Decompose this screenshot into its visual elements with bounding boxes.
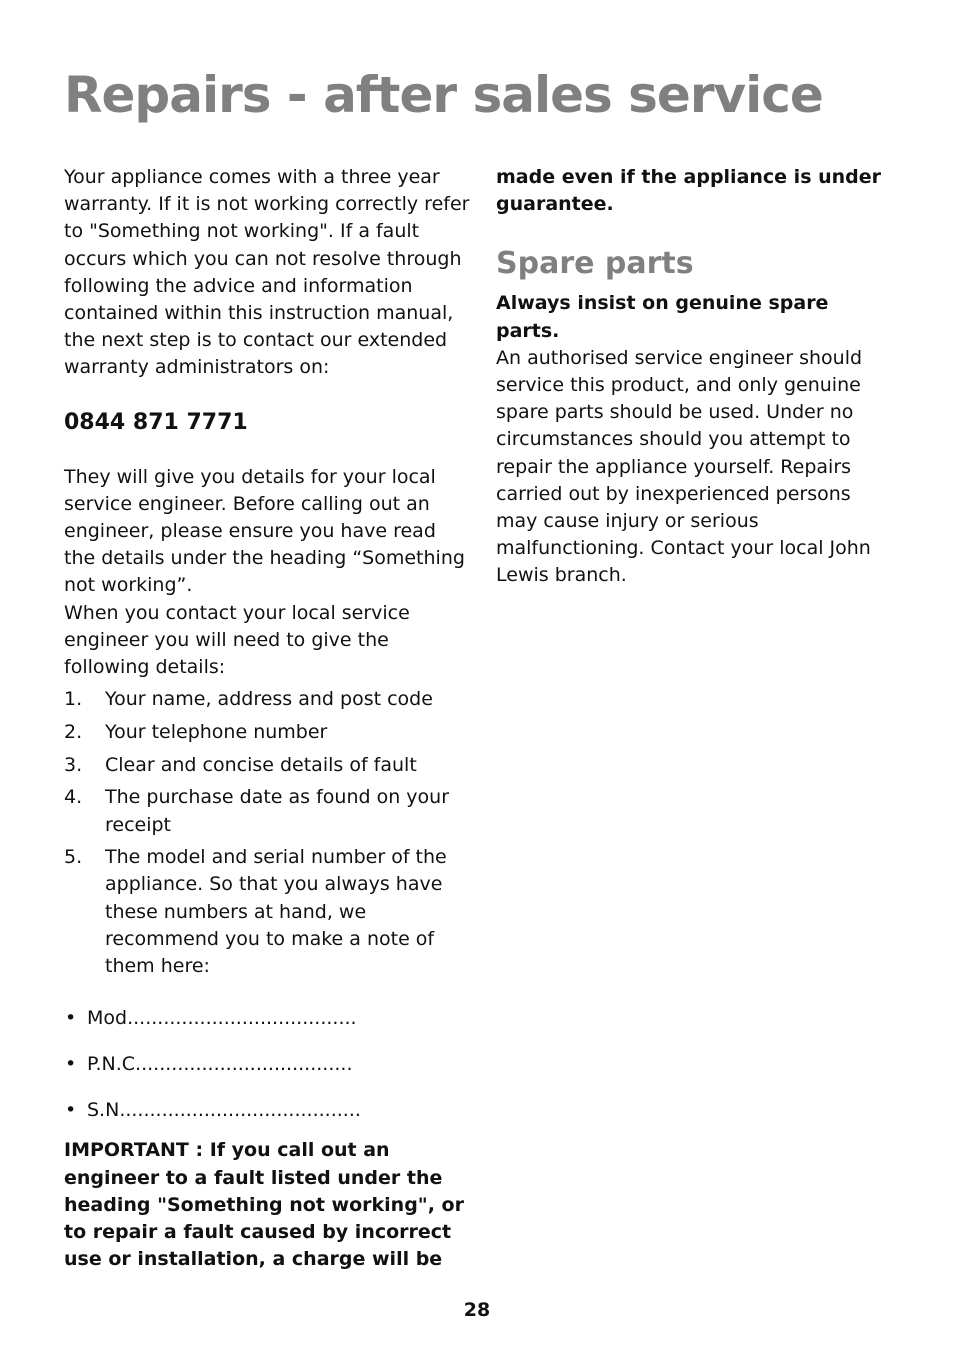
list-item <box>64 844 470 980</box>
spare-parts-lead: Always insist on genuine spare parts. <box>496 292 829 342</box>
record-item-serial <box>64 1097 470 1124</box>
important-notice-continued: made even if the appliance is under guarantee. <box>496 166 882 216</box>
required-details-list <box>64 686 470 980</box>
bullet-icon: • <box>65 1007 77 1030</box>
record-item-model <box>64 1005 470 1032</box>
list-item-text: Your name, address and post code <box>105 688 433 711</box>
record-item-text: Mod...................................... <box>87 1007 357 1030</box>
important-notice: IMPORTANT : If you call out an engineer to a fault listed under the heading "Something not working", or to repair a fault caused by incorrect use or installation, a charge will be <box>64 1139 464 1271</box>
bullet-icon: • <box>65 1098 77 1121</box>
page-number: 28 <box>463 1299 491 1321</box>
list-item-number: 2. <box>64 720 83 743</box>
list-item <box>64 752 470 779</box>
list-item <box>64 784 470 838</box>
record-item-pnc <box>64 1051 470 1078</box>
appliance-record-list <box>64 1005 470 1124</box>
list-item <box>64 686 470 713</box>
left-column <box>64 164 470 1273</box>
spare-parts-heading: Spare parts <box>496 246 694 282</box>
page-title: Repairs - after sales service <box>64 66 823 124</box>
bullet-icon: • <box>65 1052 77 1075</box>
list-item-text: The purchase date as found on your receipt <box>105 786 450 836</box>
right-column <box>496 164 898 590</box>
list-item-number: 1. <box>64 688 83 711</box>
spare-parts-body: An authorised service engineer should service this product, and only genuine spare parts should be used. Under no circumstances should you attempt to repair the appliance yourself. Repairs carried out by inexperienced persons may cause injury or serious malfunctioning. Contact your local John Lewis branch. <box>496 346 871 587</box>
list-item-text: Your telephone number <box>105 720 328 743</box>
record-item-text: S.N........................................ <box>87 1098 361 1121</box>
list-item-number: 5. <box>64 846 83 869</box>
warranty-phone-number: 0844 871 7771 <box>64 409 248 435</box>
intro-paragraph: Your appliance comes with a three year warranty. If it is not working correctly refer to "Something not working". If a fault occurs which you can not resolve through following the advice and information contained within this instruction manual, the next step is to contact our extended warranty administrators on: <box>64 166 470 379</box>
list-item-text: Clear and concise details of fault <box>105 753 417 776</box>
list-item-number: 4. <box>64 786 83 809</box>
list-item-text: The model and serial number of the appliance. So that you always have these numbers at hand, we recommend you to make a note of them here: <box>105 846 447 978</box>
list-item <box>64 719 470 746</box>
list-item-number: 3. <box>64 753 83 776</box>
record-item-text: P.N.C.................................... <box>87 1052 353 1075</box>
engineer-details-paragraph: They will give you details for your local service engineer. Before calling out an engineer, please ensure you have read the details under the heading “Something not working”. <box>64 465 465 597</box>
contact-details-paragraph: When you contact your local service engineer you will need to give the following details: <box>64 601 410 679</box>
